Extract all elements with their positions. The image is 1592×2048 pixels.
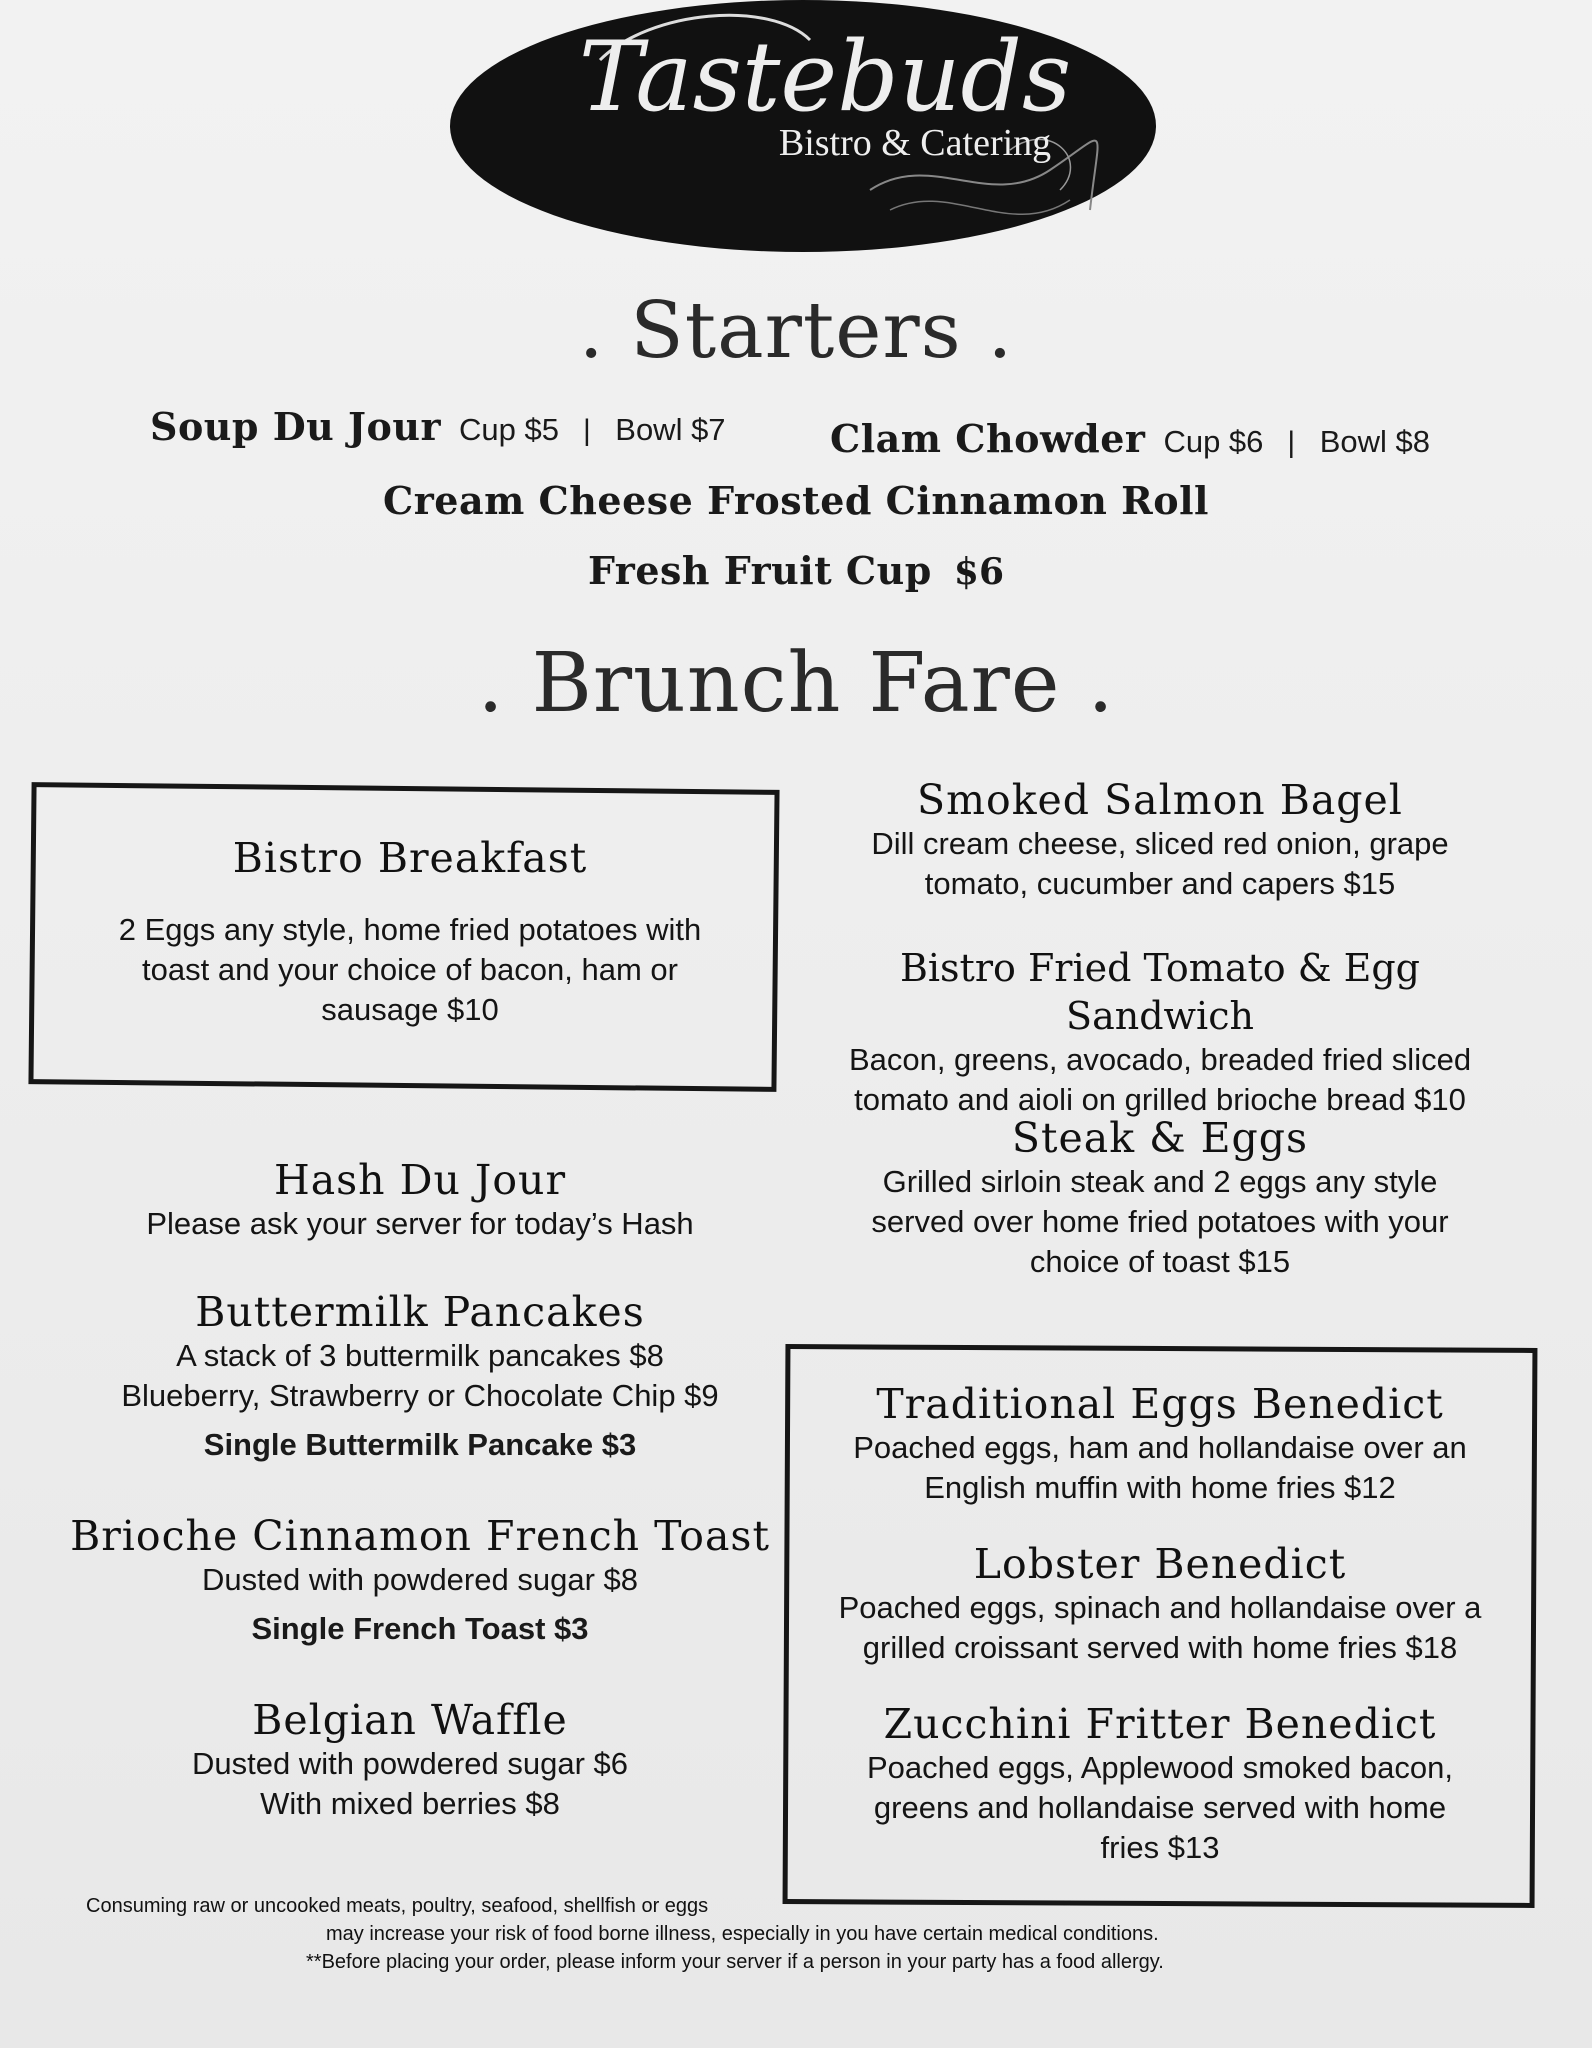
item-description: Bacon, greens, avocado, breaded fried sliced tomato and aioli on grilled brioche bread $10 — [848, 1042, 1472, 1117]
starter-chowder — [830, 416, 1430, 461]
menu-item-zucchini-benedict — [800, 1700, 1520, 1868]
item-description: Grilled sirloin steak and 2 eggs any style served over home fried potatoes with your choice of toast $15 — [871, 1164, 1449, 1279]
logo-script: Tastebuds — [578, 21, 1072, 133]
menu-item-hash — [40, 1156, 800, 1244]
starter-cup-price: Cup $5 — [459, 412, 559, 447]
menu-item-french-toast — [40, 1512, 800, 1652]
menu-item-eggs-benedict — [800, 1380, 1520, 1508]
item-name: Lobster Benedict — [973, 1540, 1347, 1588]
disclaimer-line: may increase your risk of food borne illness, especially in you have certain medical conditions. — [326, 1923, 1159, 1945]
starter-bowl-price: Bowl $7 — [615, 412, 726, 447]
item-name: Smoked Salmon Bagel — [917, 776, 1403, 824]
brunch-title: . Brunch Fare . — [477, 636, 1115, 731]
item-name: Bistro Fried Tomato & Egg Sandwich — [899, 946, 1421, 1038]
item-name: Brioche Cinnamon French Toast — [70, 1512, 770, 1560]
starter-soup — [150, 404, 726, 449]
item-name: Belgian Waffle — [252, 1696, 568, 1744]
menu-item-lobster-benedict — [800, 1540, 1520, 1668]
item-name: Zucchini Fritter Benedict — [883, 1700, 1437, 1748]
item-description: A stack of 3 buttermilk pancakes $8 Blueberry, Strawberry or Chocolate Chip $9 — [121, 1338, 719, 1413]
item-name: Hash Du Jour — [273, 1156, 567, 1204]
starter-name: Clam Chowder — [830, 416, 1146, 461]
starter-price: $6 — [953, 551, 1004, 593]
item-description: Dusted with powdered sugar $6 With mixed berries $8 — [192, 1746, 628, 1821]
separator: | — [582, 414, 592, 447]
item-description: Please ask your server for today’s Hash — [146, 1206, 694, 1241]
starter-name: Cream Cheese Frosted Cinnamon Roll — [383, 478, 1209, 523]
starter-cup-price: Cup $6 — [1163, 424, 1264, 459]
menu-item-pancakes — [40, 1288, 800, 1468]
item-description: 2 Eggs any style, home fried potatoes with toast and your choice of bacon, ham or sausage $10 — [118, 912, 702, 1027]
starter-cinnamon-roll — [0, 478, 1592, 523]
item-description: Dusted with powdered sugar $8 — [202, 1562, 638, 1597]
item-description: Poached eggs, spinach and hollandaise over a grilled croissant served with home fries $18 — [838, 1590, 1482, 1665]
food-safety-disclaimer — [0, 1892, 1592, 1976]
menu-item-steak-eggs — [800, 1114, 1520, 1282]
disclaimer-line: **Before placing your order, please inform your server if a person in your party has a food allergy. — [306, 1951, 1164, 1973]
starter-fruit-cup — [0, 548, 1592, 593]
separator: | — [1287, 426, 1296, 459]
starter-name: Soup Du Jour — [150, 404, 441, 449]
starter-name: Fresh Fruit Cup — [588, 548, 932, 593]
menu-item-waffle — [30, 1696, 790, 1824]
menu-item-bistro-breakfast — [40, 834, 780, 1030]
disclaimer-line: Consuming raw or uncooked meats, poultry, seafood, shellfish or eggs — [86, 1895, 709, 1917]
menu-item-tomato-egg-sandwich — [800, 944, 1520, 1120]
menu-item-salmon-bagel — [800, 776, 1520, 904]
item-name: Buttermilk Pancakes — [195, 1288, 645, 1336]
item-single-option: Single Buttermilk Pancake $3 — [203, 1427, 637, 1462]
item-name: Traditional Eggs Benedict — [876, 1380, 1444, 1428]
item-description: Poached eggs, ham and hollandaise over an English muffin with home fries $12 — [853, 1430, 1467, 1505]
item-description: Dill cream cheese, sliced red onion, grape tomato, cucumber and capers $15 — [871, 826, 1449, 901]
item-single-option: Single French Toast $3 — [251, 1611, 589, 1646]
starter-bowl-price: Bowl $8 — [1319, 424, 1430, 459]
item-description: Poached eggs, Applewood smoked bacon, greens and hollandaise served with home fries $13 — [867, 1750, 1453, 1865]
item-name: Bistro Breakfast — [232, 834, 588, 882]
tastebuds-logo — [450, 0, 1157, 252]
logo-subtitle: Bistro & Catering — [778, 122, 1052, 164]
starters-title: . Starters . — [578, 286, 1014, 376]
item-name: Steak & Eggs — [1011, 1114, 1309, 1162]
